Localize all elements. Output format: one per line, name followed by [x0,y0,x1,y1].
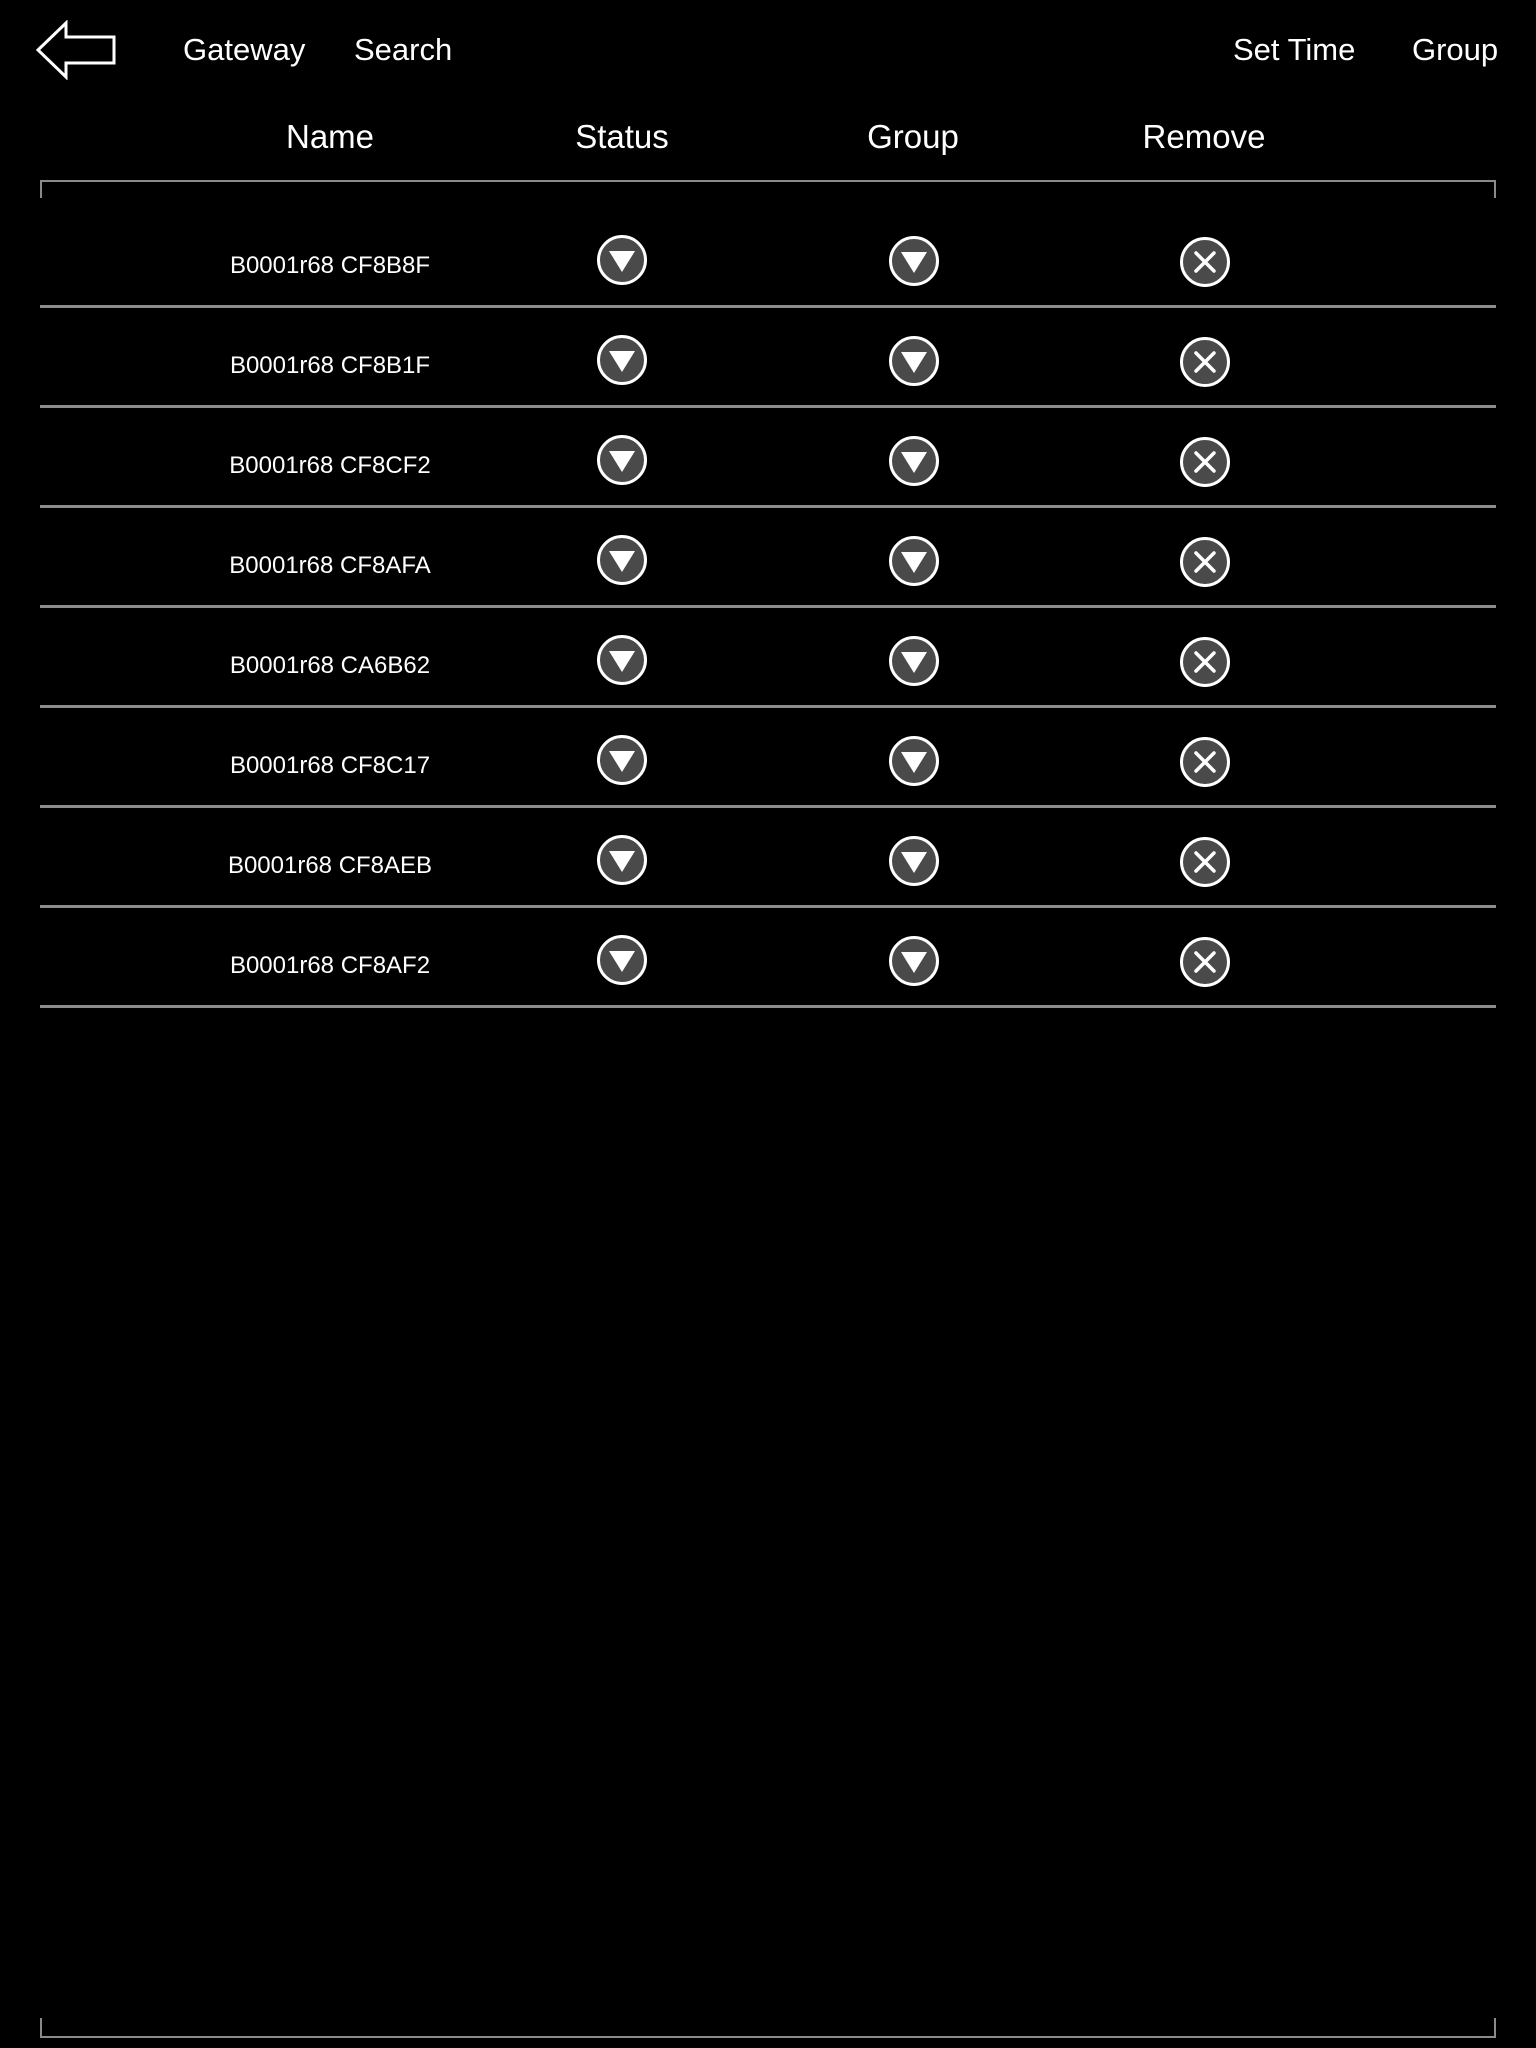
device-row [40,608,1496,708]
header-name: Name [285,118,375,155]
dropdown-triangle-icon [596,534,648,586]
remove-button[interactable] [1179,236,1231,288]
device-name: B0001r68 CA6B62 [229,652,431,679]
remove-x-icon [1179,436,1231,488]
remove-button[interactable] [1179,436,1231,488]
device-row [40,908,1496,1008]
back-arrow-icon [36,20,118,80]
status-dropdown-button[interactable] [596,534,648,586]
group-link[interactable]: Group [1412,32,1499,67]
status-dropdown-button[interactable] [596,434,648,486]
set-time-link[interactable]: Set Time [1233,32,1356,67]
group-dropdown-button[interactable] [888,735,940,787]
device-name: B0001r68 CF8AF2 [229,952,431,979]
group-dropdown-button[interactable] [888,935,940,987]
device-name: B0001r68 CF8CF2 [229,452,431,479]
device-list [40,208,1496,1008]
remove-button[interactable] [1179,936,1231,988]
dropdown-triangle-icon [888,935,940,987]
dropdown-triangle-icon [596,734,648,786]
status-dropdown-button[interactable] [596,634,648,686]
device-name: B0001r68 CF8C17 [229,752,431,779]
table-frame-bottom [40,2018,1496,2038]
remove-x-icon [1179,836,1231,888]
dropdown-triangle-icon [888,435,940,487]
status-dropdown-button[interactable] [596,934,648,986]
remove-button[interactable] [1179,736,1231,788]
header-remove: Remove [1142,118,1266,155]
group-dropdown-button[interactable] [888,335,940,387]
device-row [40,508,1496,608]
device-row [40,408,1496,508]
top-toolbar [0,0,1536,100]
remove-x-icon [1179,236,1231,288]
device-name: B0001r68 CF8AFA [229,552,431,579]
device-name: B0001r68 CF8B1F [229,352,431,379]
remove-x-icon [1179,936,1231,988]
dropdown-triangle-icon [888,735,940,787]
back-button[interactable] [36,20,118,80]
status-dropdown-button[interactable] [596,734,648,786]
remove-x-icon [1179,636,1231,688]
group-dropdown-button[interactable] [888,835,940,887]
device-row [40,708,1496,808]
header-status: Status [575,118,669,155]
device-row [40,308,1496,408]
remove-button[interactable] [1179,536,1231,588]
dropdown-triangle-icon [888,635,940,687]
dropdown-triangle-icon [596,934,648,986]
dropdown-triangle-icon [596,434,648,486]
remove-button[interactable] [1179,836,1231,888]
device-name: B0001r68 CF8B8F [229,252,431,279]
remove-button[interactable] [1179,336,1231,388]
device-row [40,808,1496,908]
status-dropdown-button[interactable] [596,334,648,386]
dropdown-triangle-icon [888,535,940,587]
dropdown-triangle-icon [596,334,648,386]
remove-button[interactable] [1179,636,1231,688]
remove-x-icon [1179,336,1231,388]
table-frame-top [40,180,1496,198]
remove-x-icon [1179,736,1231,788]
gateway-link[interactable]: Gateway [183,32,306,67]
status-dropdown-button[interactable] [596,834,648,886]
group-dropdown-button[interactable] [888,635,940,687]
header-group: Group [867,118,959,155]
search-link[interactable]: Search [354,32,453,67]
group-dropdown-button[interactable] [888,535,940,587]
dropdown-triangle-icon [596,634,648,686]
dropdown-triangle-icon [888,835,940,887]
dropdown-triangle-icon [596,834,648,886]
dropdown-triangle-icon [888,335,940,387]
status-dropdown-button[interactable] [596,234,648,286]
remove-x-icon [1179,536,1231,588]
device-name: B0001r68 CF8AEB [227,852,433,879]
group-dropdown-button[interactable] [888,235,940,287]
group-dropdown-button[interactable] [888,435,940,487]
dropdown-triangle-icon [596,234,648,286]
device-row [40,208,1496,308]
dropdown-triangle-icon [888,235,940,287]
